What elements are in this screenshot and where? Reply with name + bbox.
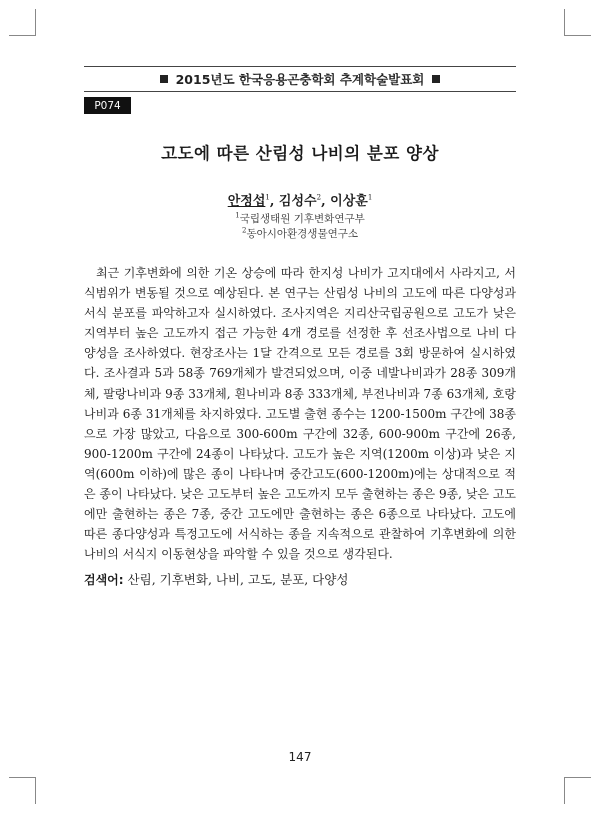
crop-mark-top-left	[9, 9, 36, 36]
crop-mark-bottom-left	[9, 777, 36, 804]
crop-mark-bottom-right	[564, 777, 591, 804]
affiliation-line	[84, 226, 516, 241]
abstract-text: 최근 기후변화에 의한 기온 상승에 따라 한지성 나비가 고지대에서 사라지고, 서식범위가 변동될 것으로 예상된다. 본 연구는 산림성 나비의 고도에 따른 다양성과 서식 분포를 파악하고자 실시하였다. 조사지역은 지리산국립공원으로 고도가 낮은 지역부터 높은 고도까지 접근 가능한 4개 경로를 선정한 후 선조사법으로 나비 다양성을 조사하였다. 현장조사는 1달 간격으로 모든 경로를 3회 방문하여 실시하였다. 조사결과 5과 58종 769개체가 발견되었으며, 이중 네발나비과가 28종 309개체, 팔랑나비과 9종 33개체, 흰나비과 8종 333개체, 부전나비과 7종 63개체, 호랑나비과 6종 31개체를 차지하였다. 고도별 출현 종수는 1200-1500m 구간에 38종으로 가장 많았고, 다음으로 300-600m 구간에 32종, 600-900m 구간에 26종, 900-1200m 구간에 24종이 나타났다. 고도가 높은 지역(1200m 이상)과 낮은 지역(600m 이하)에 많은 종이 나타나며 중간고도(600-1200m)에는 상대적으로 적은 종이 나타났다. 낮은 고도부터 높은 고도까지 모두 출현하는 종은 9종, 낮은 고도에만 출현하는 종은 7종, 중간 고도에만 출현하는 종은 6종으로 나타났다. 고도에 따른 종다양성과 특정고도에 서식하는 종을 지속적으로 관찰하여 기후변화에 의한 나비의 서식지 이동현상을 파악할 수 있을 것으로 생각된다.	[84, 266, 516, 562]
author-name: 김성수	[278, 194, 317, 209]
author-affiliation-mark: 2	[316, 193, 322, 202]
header-text: 2015년도 한국응용곤충학회 추계학술발표회	[175, 72, 425, 87]
page-number: 147	[288, 750, 312, 764]
author-list	[84, 190, 516, 209]
affiliation-text: 국립생태원 기후변화연구부	[239, 213, 365, 225]
affiliation-text: 동아시아환경생물연구소	[246, 228, 359, 240]
author-separator: ,	[269, 194, 279, 209]
author-name: 이상훈	[330, 194, 368, 209]
author-separator: ,	[321, 194, 331, 209]
keywords-list: 산림, 기후변화, 나비, 고도, 분포, 다양성	[123, 572, 349, 587]
author-name: 안정섭	[227, 194, 266, 209]
author-affiliation-mark: 1	[367, 193, 373, 202]
square-bullet-icon	[432, 75, 440, 83]
square-bullet-icon	[160, 75, 168, 83]
affiliation-line	[84, 211, 516, 226]
paper-title: 고도에 따른 산림성 나비의 분포 양상	[161, 144, 439, 163]
author-affiliation-mark: 1	[265, 193, 270, 202]
affiliation-mark: 1	[235, 211, 240, 220]
crop-mark-top-right	[564, 9, 591, 36]
affiliation-mark: 2	[241, 226, 247, 235]
keywords-label: 검색어:	[84, 573, 124, 587]
running-header	[84, 66, 516, 92]
poster-id-badge: P074	[84, 97, 131, 114]
keywords	[84, 570, 516, 588]
